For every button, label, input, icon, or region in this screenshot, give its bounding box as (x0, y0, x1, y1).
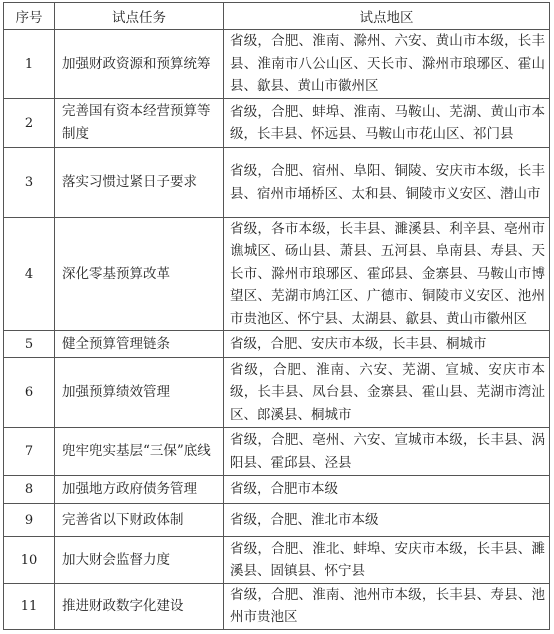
table-row (4, 476, 550, 504)
row-index: 6 (4, 358, 55, 428)
row-index: 3 (4, 148, 55, 218)
header-regions: 试点地区 (224, 3, 550, 30)
row-task: 健全预算管理链条 (55, 331, 224, 358)
table-header-row (4, 3, 550, 30)
table-row (4, 30, 550, 99)
row-index: 2 (4, 99, 55, 148)
row-index: 10 (4, 537, 55, 584)
row-regions: 省级，合肥、亳州、六安、宣城市本级，长丰县、涡阳县、霍邱县、泾县 (224, 428, 550, 476)
pilot-task-table (3, 2, 550, 630)
header-task: 试点任务 (55, 3, 224, 30)
row-index: 1 (4, 30, 55, 99)
row-task: 完善省以下财政体制 (55, 504, 224, 537)
row-regions: 省级，合肥、宿州、阜阳、铜陵、安庆市本级，长丰县、宿州市埇桥区、太和县、铜陵市义安区、潜山市 (224, 148, 550, 218)
row-task: 推进财政数字化建设 (55, 584, 224, 630)
table-row (4, 428, 550, 476)
table-row (4, 504, 550, 537)
row-regions: 省级，合肥市本级 (224, 476, 550, 504)
table-row (4, 358, 550, 428)
row-task: 兜牢兜实基层“三保”底线 (55, 428, 224, 476)
header-index: 序号 (4, 3, 55, 30)
table-row (4, 218, 550, 331)
table-row (4, 99, 550, 148)
row-regions: 省级，合肥、淮北市本级 (224, 504, 550, 537)
row-task: 加强地方政府债务管理 (55, 476, 224, 504)
row-index: 8 (4, 476, 55, 504)
row-task: 加大财会监督力度 (55, 537, 224, 584)
row-regions: 省级，各市本级，长丰县、濉溪县、利辛县、亳州市谯城区、砀山县、萧县、五河县、阜南县、寿县、天长市、滁州市琅琊区、霍邱县、金寨县、马鞍山市博望区、芜湖市鸠江区、广德市、铜陵市义安区、池州市贵池区、怀宁县、太湖县、歙县、黄山市徽州区 (224, 218, 550, 331)
table-row (4, 537, 550, 584)
row-index: 7 (4, 428, 55, 476)
row-index: 4 (4, 218, 55, 331)
row-task: 落实习惯过紧日子要求 (55, 148, 224, 218)
row-index: 9 (4, 504, 55, 537)
row-index: 5 (4, 331, 55, 358)
table-row (4, 331, 550, 358)
row-regions: 省级，合肥、淮南、六安、芜湖、宣城、安庆市本级，长丰县、凤台县、金寨县、霍山县、芜湖市湾沚区、郎溪县、桐城市 (224, 358, 550, 428)
row-index: 11 (4, 584, 55, 630)
row-task: 深化零基预算改革 (55, 218, 224, 331)
table-row (4, 584, 550, 630)
row-regions: 省级，合肥、淮北、蚌埠、安庆市本级，长丰县、濉溪县、固镇县、怀宁县 (224, 537, 550, 584)
table-row (4, 148, 550, 218)
row-regions: 省级，合肥、安庆市本级，长丰县、桐城市 (224, 331, 550, 358)
row-regions: 省级，合肥、淮南、滁州、六安、黄山市本级，长丰县、淮南市八公山区、天长市、滁州市琅琊区、霍山县、歙县、黄山市徽州区 (224, 30, 550, 99)
row-task: 完善国有资本经营预算等制度 (55, 99, 224, 148)
row-regions: 省级，合肥、淮南、池州市本级，长丰县、寿县、池州市贵池区 (224, 584, 550, 630)
row-task: 加强预算绩效管理 (55, 358, 224, 428)
row-regions: 省级，合肥、蚌埠、淮南、马鞍山、芜湖、黄山市本级，长丰县、怀远县、马鞍山市花山区、祁门县 (224, 99, 550, 148)
row-task: 加强财政资源和预算统筹 (55, 30, 224, 99)
